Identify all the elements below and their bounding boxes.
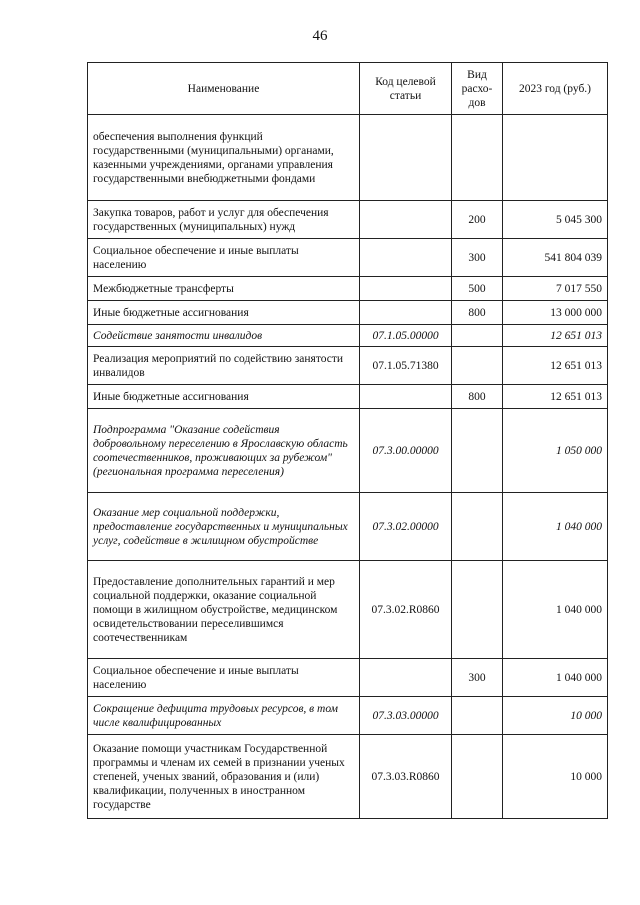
row-amount: 10 000	[503, 697, 608, 735]
row-code: 07.1.05.00000	[360, 325, 452, 347]
budget-table	[87, 62, 608, 819]
row-code: 07.1.05.71380	[360, 347, 452, 385]
row-type: 800	[452, 301, 503, 325]
table-row	[88, 277, 608, 301]
row-amount: 10 000	[503, 735, 608, 819]
row-code	[360, 115, 452, 201]
row-code	[360, 201, 452, 239]
row-code: 07.3.03.00000	[360, 697, 452, 735]
row-type	[452, 115, 503, 201]
row-type: 500	[452, 277, 503, 301]
table-header-row	[88, 63, 608, 115]
row-name: Сокращение дефицита трудовых ресурсов, в том числе квалифицированных	[88, 697, 360, 735]
row-amount: 1 050 000	[503, 409, 608, 493]
row-name: Содействие занятости инвалидов	[88, 325, 360, 347]
row-amount	[503, 115, 608, 201]
row-amount: 1 040 000	[503, 659, 608, 697]
row-amount: 7 017 550	[503, 277, 608, 301]
header-code: Код целевой статьи	[360, 63, 452, 115]
row-type	[452, 409, 503, 493]
table-row	[88, 561, 608, 659]
row-name: Оказание мер социальной поддержки, предоставление государственных и муниципальных услуг, содействие в жилищном обустройстве	[88, 493, 360, 561]
row-code	[360, 659, 452, 697]
header-name: Наименование	[88, 63, 360, 115]
header-type: Вид расхо-дов	[452, 63, 503, 115]
table-row	[88, 325, 608, 347]
row-code: 07.3.02.R0860	[360, 561, 452, 659]
row-name: Социальное обеспечение и иные выплаты населению	[88, 239, 360, 277]
header-amount: 2023 год (руб.)	[503, 63, 608, 115]
row-type: 300	[452, 659, 503, 697]
row-name: Иные бюджетные ассигнования	[88, 385, 360, 409]
table-row	[88, 385, 608, 409]
page-number: 46	[312, 28, 328, 44]
row-type: 200	[452, 201, 503, 239]
table-row	[88, 301, 608, 325]
row-amount: 5 045 300	[503, 201, 608, 239]
table-row	[88, 347, 608, 385]
row-amount: 1 040 000	[503, 561, 608, 659]
table-row	[88, 115, 608, 201]
row-name: Предоставление дополнительных гарантий и мер социальной поддержки, оказание социальной помощи в жилищном обустройстве, медицинском освидетельствовании переселившимся соотечественникам	[88, 561, 360, 659]
row-code	[360, 385, 452, 409]
row-type	[452, 735, 503, 819]
row-name: Социальное обеспечение и иные выплаты населению	[88, 659, 360, 697]
row-amount: 12 651 013	[503, 385, 608, 409]
row-code: 07.3.02.00000	[360, 493, 452, 561]
row-name: Оказание помощи участникам Государственной программы и членам их семей в признании ученых степеней, ученых званий, образования и (или) квалификации, полученных в иностранном государстве	[88, 735, 360, 819]
row-type: 300	[452, 239, 503, 277]
row-name: Подпрограмма "Оказание содействия добровольному переселению в Ярославскую область соотечественников, проживающих за рубежом" (региональная программа переселения)	[88, 409, 360, 493]
row-amount: 1 040 000	[503, 493, 608, 561]
table-row	[88, 697, 608, 735]
row-code	[360, 239, 452, 277]
table-row	[88, 409, 608, 493]
table-row	[88, 239, 608, 277]
row-type	[452, 561, 503, 659]
row-code: 07.3.03.R0860	[360, 735, 452, 819]
row-code	[360, 301, 452, 325]
row-type	[452, 325, 503, 347]
row-type	[452, 493, 503, 561]
row-code	[360, 277, 452, 301]
row-amount: 541 804 039	[503, 239, 608, 277]
row-type: 800	[452, 385, 503, 409]
row-name: Межбюджетные трансферты	[88, 277, 360, 301]
table-row	[88, 659, 608, 697]
row-code: 07.3.00.00000	[360, 409, 452, 493]
row-amount: 12 651 013	[503, 325, 608, 347]
row-name: Закупка товаров, работ и услуг для обеспечения государственных (муниципальных) нужд	[88, 201, 360, 239]
row-amount: 13 000 000	[503, 301, 608, 325]
table-row	[88, 735, 608, 819]
table-row	[88, 201, 608, 239]
row-type	[452, 347, 503, 385]
row-name: Иные бюджетные ассигнования	[88, 301, 360, 325]
row-type	[452, 697, 503, 735]
row-amount: 12 651 013	[503, 347, 608, 385]
row-name: обеспечения выполнения функций государственными (муниципальными) органами, казенными учреждениями, органами управления государственными внебюджетными фондами	[88, 115, 360, 201]
table-row	[88, 493, 608, 561]
row-name: Реализация мероприятий по содействию занятости инвалидов	[88, 347, 360, 385]
